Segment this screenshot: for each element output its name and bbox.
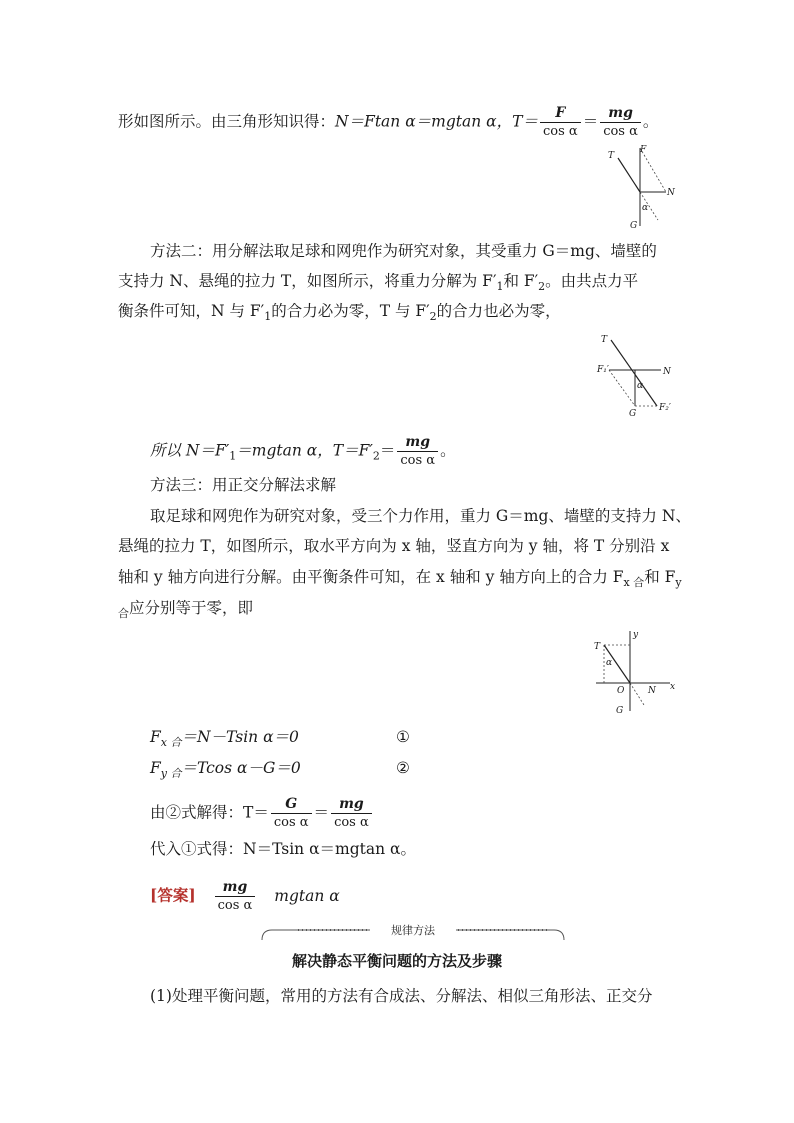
label-f2: F₂′ [659, 403, 671, 413]
answer-rest: mgtan α [274, 886, 340, 905]
m2-l3c: 的合力也必为零， [436, 302, 561, 320]
m3-l4: 应分别等于零，即 [129, 599, 254, 617]
sub: 1 [496, 280, 504, 293]
dashed-line [630, 683, 644, 705]
m2-l3b: 的合力必为零，T 与 F′ [271, 302, 430, 320]
answer-line [150, 878, 340, 915]
fraction-g-over-cos [271, 795, 312, 832]
banner-label: 规律方法 [391, 924, 435, 937]
sub: y 合 [160, 767, 182, 780]
m2-l2a: 支持力 N、悬绳的拉力 T，如图所示，将重力分解为 F′ [118, 272, 497, 290]
equation-1 [150, 726, 299, 754]
banner-right-curve [456, 930, 564, 940]
label-alpha: α [606, 658, 613, 668]
line1-equation: N＝Ftan α＝mgtan α，T＝ [335, 112, 538, 131]
m2-l2c: 。由共点力平 [545, 272, 639, 290]
sub: 合 [118, 607, 129, 620]
frac-num: mg [600, 104, 641, 123]
equals: ＝ [379, 441, 396, 460]
label-o: O [617, 686, 625, 696]
frac-den: cos α [603, 124, 638, 139]
force-diagram-1 [600, 140, 680, 232]
frac-den: cos α [334, 815, 369, 830]
fraction-mg-over-cos [331, 795, 372, 832]
method2-line-3 [118, 300, 561, 328]
eq2-a: F [150, 759, 161, 777]
period: 。 [440, 441, 456, 460]
conclusion-line [150, 433, 456, 470]
equation-2-mark: ② [396, 759, 410, 777]
m3-l3b: 和 F [644, 568, 676, 586]
frac-num: mg [215, 878, 256, 897]
method3-line-1: 取足球和网兜作为研究对象，受三个力作用，重力 G＝mg、墙壁的支持力 N、 [150, 507, 691, 525]
rope-line [618, 158, 640, 192]
frac-den: cos α [273, 815, 309, 830]
frac-num: F [540, 104, 581, 123]
label-n: N [667, 188, 675, 198]
frac-num: mg [397, 433, 438, 452]
m3-l3a: 轴和 y 轴方向进行分解。由平衡条件可知，在 x 轴和 y 轴方向上的合力 F [118, 568, 624, 586]
m2-l3a: 衡条件可知，N 与 F′ [118, 302, 265, 320]
fraction-mg-over-cos [600, 104, 641, 141]
label-n: N [648, 686, 656, 696]
sub: 1 [264, 310, 272, 323]
dashed-line [609, 370, 635, 406]
label-g: G [616, 706, 624, 716]
method3-line-2: 悬绳的拉力 T，如图所示，取水平方向为 x 轴，竖直方向为 y 轴，将 T 分别沿 x [118, 537, 670, 555]
frac-num: G [271, 795, 312, 814]
m2-l2b: 和 F′ [503, 272, 539, 290]
section-title: 解决静态平衡问题的方法及步骤 [291, 952, 502, 970]
fraction-mg-over-cos [215, 878, 256, 915]
method2-line-2 [118, 270, 638, 298]
equals: ＝ [582, 112, 599, 131]
so-a: 所以 N＝F′ [150, 441, 230, 460]
so-b: ＝mgtan α，T＝F′ [236, 441, 373, 460]
frac-den: cos α [400, 453, 436, 468]
frac-den: cos α [217, 898, 253, 913]
sub: 2 [372, 449, 380, 463]
substitute-line: 代入①式得：N＝Tsin α＝mgtan α。 [150, 840, 417, 858]
solve-a: 由②式解得：T＝ [150, 803, 269, 822]
banner-left-curve [262, 930, 370, 940]
label-alpha: α [637, 381, 644, 391]
sub: 2 [538, 280, 546, 293]
label-f1: F₁′ [597, 365, 609, 375]
solve-line [150, 795, 374, 832]
sub: x 合 [623, 576, 645, 589]
method2-line-1: 方法二：用分解法取足球和网兜作为研究对象，其受重力 G＝mg、墙壁的 [150, 242, 657, 260]
fraction-f-over-cos [540, 104, 581, 141]
label-y: y [633, 630, 639, 640]
frac-den: cos α [542, 124, 578, 139]
equation-1-mark: ① [396, 728, 410, 746]
method3-heading: 方法三：用正交分解法求解 [150, 476, 337, 494]
force-diagram-2 [595, 330, 685, 420]
sub: y [675, 576, 682, 589]
sub: 2 [429, 310, 437, 323]
last-line: (1)处理平衡问题，常用的方法有合成法、分解法、相似三角形法、正交分 [150, 987, 653, 1005]
equals: ＝ [313, 803, 330, 822]
line1-prefix: 形如图所示。由三角形知识得： [118, 112, 336, 131]
equation-2 [150, 757, 301, 785]
text-line-1 [118, 104, 658, 141]
force-diagram-3 [590, 625, 680, 717]
eq1-b: ＝N－Tsin α＝0 [181, 728, 299, 746]
label-t: T [608, 151, 615, 161]
label-n: N [663, 367, 671, 377]
label-g: G [630, 221, 638, 231]
sub: x 合 [160, 736, 182, 749]
label-t: T [601, 335, 608, 345]
period: 。 [642, 112, 659, 131]
eq1-a: F [150, 728, 161, 746]
sub: 1 [229, 449, 237, 463]
rope-line [611, 340, 657, 406]
method-banner [258, 920, 568, 942]
frac-num: mg [331, 795, 372, 814]
fraction-mg-over-cos [397, 433, 438, 470]
label-t: T [594, 642, 601, 652]
label-x: x [670, 682, 676, 692]
label-alpha: α [642, 203, 649, 213]
eq2-b: ＝Tcos α－G＝0 [181, 759, 301, 777]
label-g: G [629, 409, 637, 419]
method3-line-4 [118, 597, 253, 625]
method3-line-3 [118, 566, 682, 594]
answer-tag: [答案] [150, 885, 196, 905]
label-f: F [640, 145, 647, 155]
